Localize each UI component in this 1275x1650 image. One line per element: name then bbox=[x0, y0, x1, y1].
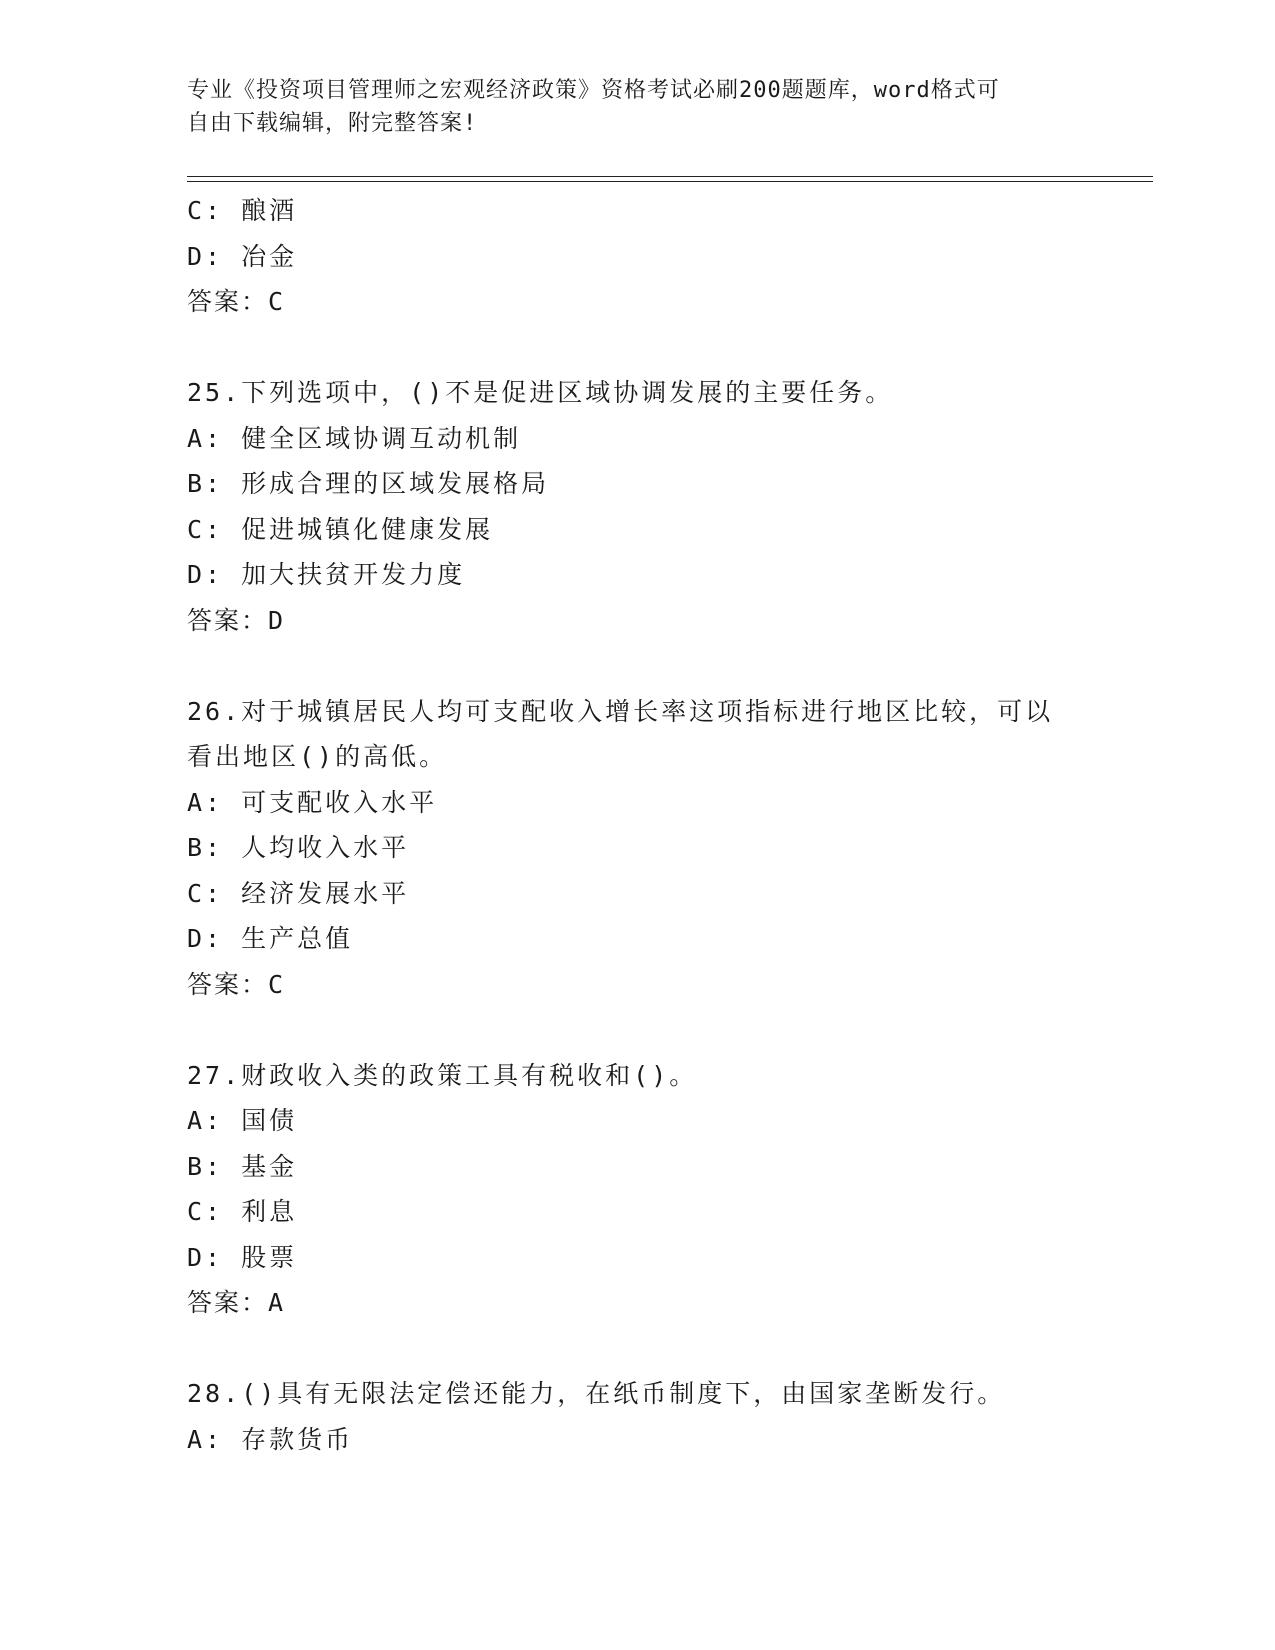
spacer bbox=[187, 1007, 1087, 1053]
header-line-2: 自由下载编辑，附完整答案! bbox=[187, 111, 478, 136]
question-block-27 bbox=[187, 1053, 1087, 1326]
option-c: C: 酿酒 bbox=[187, 196, 298, 225]
question-list bbox=[187, 188, 1087, 1462]
option-b: B: 基金 bbox=[187, 1151, 298, 1181]
option-d: D: 生产总值 bbox=[187, 924, 354, 953]
answer-line: 答案：A bbox=[187, 1288, 286, 1317]
option-b: B: 人均收入水平 bbox=[187, 833, 410, 862]
question-text: 28.()具有无限法定偿还能力，在纸币制度下，由国家垄断发行。 bbox=[187, 1379, 1006, 1408]
question-block-25 bbox=[187, 370, 1087, 643]
option-d: D: 冶金 bbox=[187, 241, 298, 271]
option-b: B: 形成合理的区域发展格局 bbox=[187, 469, 550, 498]
header-line-1: 专业《投资项目管理师之宏观经济政策》资格考试必刷200题题库，word格式可 bbox=[187, 78, 1000, 103]
option-c: C: 经济发展水平 bbox=[187, 878, 410, 908]
question-text: 27.财政收入类的政策工具有税收和()。 bbox=[187, 1060, 698, 1090]
option-c: C: 促进城镇化健康发展 bbox=[187, 514, 494, 544]
option-a: A: 可支配收入水平 bbox=[187, 787, 438, 817]
question-block-26 bbox=[187, 689, 1087, 1008]
option-d: D: 股票 bbox=[187, 1242, 298, 1272]
question-block-prev bbox=[187, 188, 1087, 325]
question-text: 25.下列选项中，()不是促进区域协调发展的主要任务。 bbox=[187, 378, 894, 407]
option-a: A: 存款货币 bbox=[187, 1424, 354, 1454]
spacer bbox=[187, 1326, 1087, 1372]
question-text-line-2: 看出地区()的高低。 bbox=[187, 742, 448, 771]
option-a: A: 国债 bbox=[187, 1106, 298, 1135]
question-text-line-1: 26.对于城镇居民人均可支配收入增长率这项指标进行地区比较，可以 bbox=[187, 696, 1054, 726]
question-block-28 bbox=[187, 1371, 1087, 1462]
spacer bbox=[187, 643, 1087, 689]
answer-line: 答案：C bbox=[187, 287, 286, 316]
spacer bbox=[187, 325, 1087, 371]
answer-line: 答案：C bbox=[187, 969, 286, 999]
option-d: D: 加大扶贫开发力度 bbox=[187, 560, 466, 589]
answer-line: 答案：D bbox=[187, 605, 286, 635]
document-header bbox=[187, 74, 1067, 140]
option-c: C: 利息 bbox=[187, 1197, 298, 1226]
header-divider-top bbox=[187, 176, 1153, 177]
option-a: A: 健全区域协调互动机制 bbox=[187, 423, 522, 453]
header-divider-bottom bbox=[187, 181, 1153, 182]
